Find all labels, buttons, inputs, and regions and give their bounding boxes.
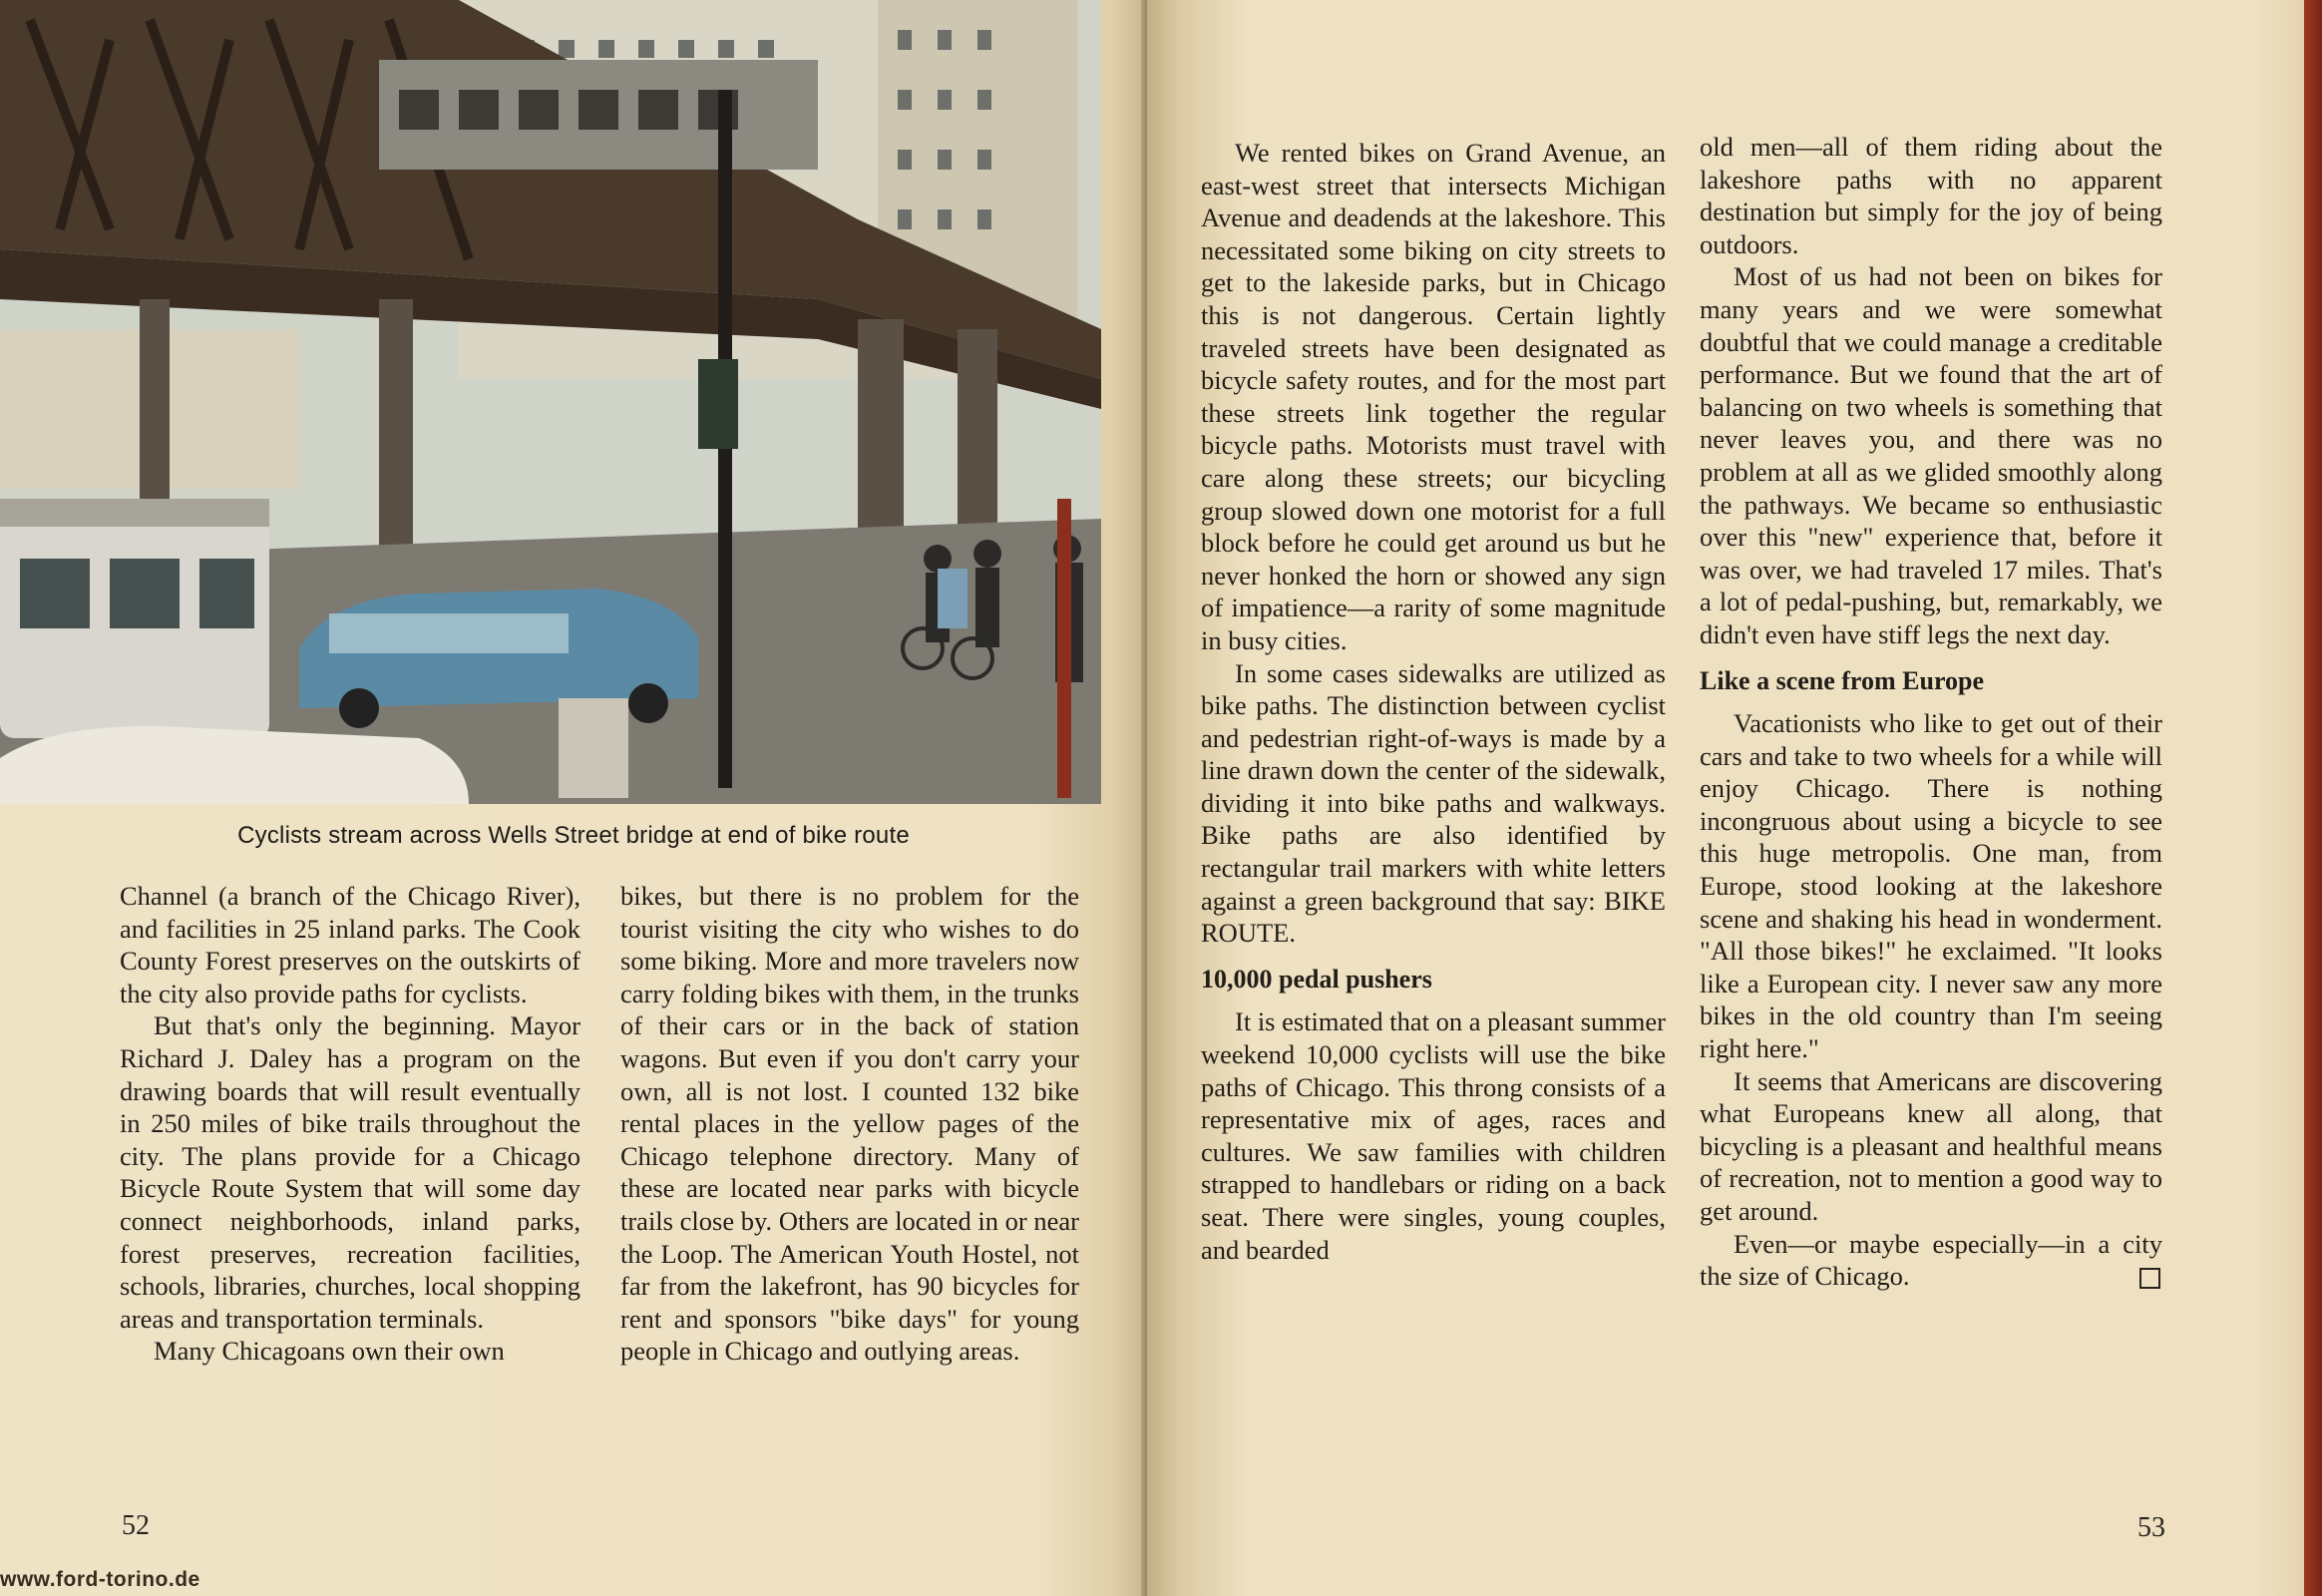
street-illustration xyxy=(0,0,1101,804)
paragraph-text: Even—or maybe especially—in a city the size of Chicago. xyxy=(1700,1228,2162,1292)
paragraph: bikes, but there is no problem for the tourist visiting the city who wishes to do some biking. More and more travelers now carry folding bikes with them, in the trunks of their cars or in the back of station wagons. But even if you don't carry your own, all is not lost. I counted 132 bike rental places in the yellow pages of the Chicago telephone directory. Many of these are located near parks with bicycle trails close by. Others are located in or near the Loop. The American Youth Hostel, not far from the lakefront, has 90 bicycles for rent and sponsors "bike days" for young people in Chicago and outlying areas. xyxy=(620,881,1079,1367)
city-street-elevated-railway-illustration xyxy=(0,0,1101,804)
paragraph: Many Chicagoans own their own xyxy=(154,1336,505,1367)
right-column-2 xyxy=(1700,131,2162,1293)
paragraph xyxy=(1700,1228,2162,1293)
section-heading: Like a scene from Europe xyxy=(1700,665,1985,695)
paragraph: Most of us had not been on bikes for many years and we were somewhat doubtful that we could manage a creditable performance. But we found that the art of balancing on two wheels is something that never leaves you, and there was no problem at all as we glided smoothly along the pathways. We became so enthusiastic over this "new" experience that, before it was over, we had traveled 17 miles. That's a lot of pedal-pushing, but, remarkably, we didn't even have stiff legs the next day. xyxy=(1700,261,2162,649)
paragraph: In some cases sidewalks are utilized as bike paths. The distinction between cyclist and pedestrian right-of-ways is made by a line drawn down the center of the sidewalk, dividing it into bike paths and walkways. Bike paths are also identified by rectangular trail markers with white letters against a green background that say: BIKE ROUTE. xyxy=(1201,657,1666,949)
left-column-2 xyxy=(620,880,1079,1368)
watermark: www.ford-torino.de xyxy=(0,1568,200,1591)
page-number: 53 xyxy=(2137,1512,2165,1543)
left-page xyxy=(0,0,1147,1596)
left-column-1 xyxy=(120,880,580,1368)
paragraph: Channel (a branch of the Chicago River), and facilities in 25 inland parks. The Cook County Forest preserves on the outskirts of the city also provide paths for cyclists. xyxy=(120,881,580,1008)
book-edge xyxy=(2304,0,2322,1596)
page-number: 52 xyxy=(122,1510,150,1541)
end-mark-icon xyxy=(2139,1268,2160,1289)
paragraph: We rented bikes on Grand Avenue, an east-west street that intersects Michigan Avenue and deadends at the lakeshore. This necessitated some biking on city streets to get to the lakeside parks, but in Chicago this is not dangerous. Certain lightly traveled streets have been designated as bicycle safety routes, and for the most part these streets link together the regular bicycle paths. Motorists must travel with care along these streets; our bicycling group slowed down one motorist for a full block before he could get around us but he never honked the horn or showed any sign of impatience—a rarity of some magnitude in busy cities. xyxy=(1201,138,1666,655)
paragraph: Vacationists who like to get out of their cars and take to two wheels for a while will enjoy Chicago. There is nothing incongruous about using a bicycle to see this huge metropolis. One man, from Europe, stood looking at the lakeshore scene and shaking his head in wonderment. "All those bikes!" he exclaimed. "It looks like a European city. I never saw any more bikes in the old country than I'm seeing right here." xyxy=(1700,708,2162,1064)
paragraph: old men—all of them riding about the lakeshore paths with no apparent destination but simply for the joy of being outdoors. xyxy=(1700,132,2162,259)
section-heading: 10,000 pedal pushers xyxy=(1201,964,1432,994)
paragraph: It seems that Americans are discovering what Europeans knew all along, that bicycling is a pleasant and healthful means of recreation, not to mention a good way to get around. xyxy=(1700,1065,2162,1226)
paragraph: But that's only the beginning. Mayor Richard J. Daley has a program on the drawing boards that will result eventually in 250 miles of bike trails throughout the city. The plans provide for a Chicago Bicycle Route System that will some day connect neighborhoods, inland parks, forest preserves, recreation facilities, schools, libraries, churches, local shopping areas and transportation terminals. xyxy=(120,1010,580,1334)
photo-caption: Cyclists stream across Wells Street bridge at end of bike route xyxy=(237,822,910,849)
right-column-1 xyxy=(1201,137,1666,1266)
paragraph: It is estimated that on a pleasant summer weekend 10,000 cyclists will use the bike paths of Chicago. This throng consists of a representative mix of ages, races and cultures. We saw families with children strapped to handlebars or riding on a back seat. There were singles, young couples, and bearded xyxy=(1201,1006,1666,1265)
